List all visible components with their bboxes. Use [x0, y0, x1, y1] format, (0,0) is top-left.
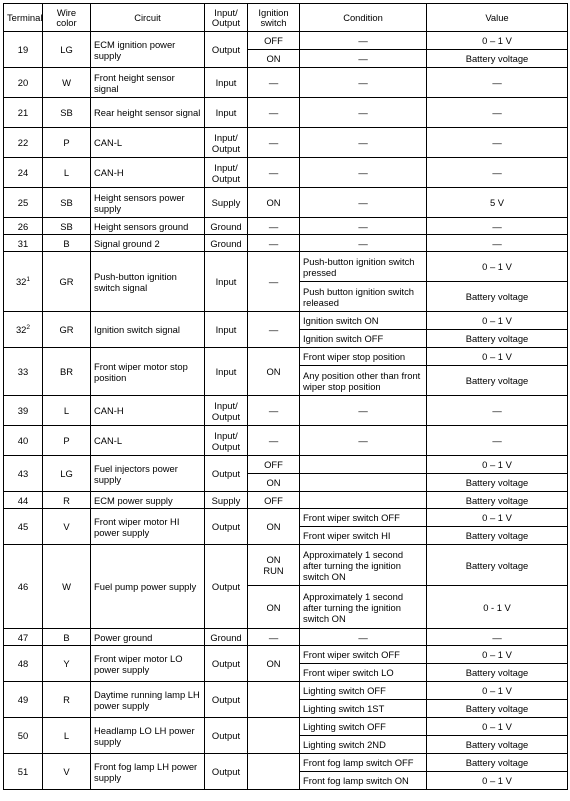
value-cell: — — [427, 158, 568, 188]
value-cell: Battery voltage — [427, 545, 568, 586]
ignition-cell: — — [248, 158, 300, 188]
header-input-output: Input/ Output — [205, 4, 248, 32]
ignition-cell: — — [248, 128, 300, 158]
value-cell: Battery voltage — [427, 736, 568, 754]
table-row — [4, 754, 568, 772]
circuit-cell: Fuel injectors power supply — [91, 456, 205, 492]
header-ignition-switch: Ignition switch — [248, 4, 300, 32]
ignition-cell: ON — [248, 474, 300, 492]
ignition-cell: ON — [248, 188, 300, 218]
value-cell: 0 – 1 V — [427, 509, 568, 527]
condition-cell: — — [300, 218, 427, 235]
ignition-cell: — — [248, 629, 300, 646]
header-circuit: Circuit — [91, 4, 205, 32]
value-cell: — — [427, 98, 568, 128]
condition-cell: Approximately 1 second after turning the ignition switch ON — [300, 545, 427, 586]
value-cell: 5 V — [427, 188, 568, 218]
circuit-cell: Push-button ignition switch signal — [91, 252, 205, 312]
terminal-cell: 47 — [4, 629, 43, 646]
value-cell: 0 – 1 V — [427, 718, 568, 736]
value-cell: — — [427, 235, 568, 252]
terminal-cell: 40 — [4, 426, 43, 456]
table-row — [4, 348, 568, 366]
condition-cell: Push button ignition switch released — [300, 282, 427, 312]
value-cell: 0 – 1 V — [427, 772, 568, 790]
wire-color-cell: SB — [43, 188, 91, 218]
table-row — [4, 158, 568, 188]
io-cell: Ground — [205, 218, 248, 235]
table-row — [4, 396, 568, 426]
terminal-cell: 26 — [4, 218, 43, 235]
ignition-cell: — — [248, 426, 300, 456]
terminal-cell: 46 — [4, 545, 43, 629]
table-header-row — [4, 4, 568, 32]
value-cell: Battery voltage — [427, 492, 568, 509]
circuit-cell: Front fog lamp LH power supply — [91, 754, 205, 790]
value-cell: Battery voltage — [427, 664, 568, 682]
condition-cell: Front wiper switch OFF — [300, 646, 427, 664]
table-row — [4, 509, 568, 527]
io-cell: Input — [205, 252, 248, 312]
io-cell: Input/ Output — [205, 396, 248, 426]
ignition-cell: — — [248, 68, 300, 98]
value-cell: 0 – 1 V — [427, 252, 568, 282]
condition-cell: — — [300, 235, 427, 252]
ignition-cell: ON RUN — [248, 545, 300, 586]
value-cell: Battery voltage — [427, 330, 568, 348]
wire-color-cell: SB — [43, 98, 91, 128]
table-row — [4, 312, 568, 330]
value-cell: 0 – 1 V — [427, 646, 568, 664]
ignition-cell: ON — [248, 50, 300, 68]
condition-cell: Lighting switch OFF — [300, 718, 427, 736]
wire-color-cell: P — [43, 426, 91, 456]
condition-cell: — — [300, 629, 427, 646]
value-cell: 0 – 1 V — [427, 348, 568, 366]
condition-cell: Approximately 1 second after turning the ignition switch ON — [300, 586, 427, 629]
ignition-cell: OFF — [248, 456, 300, 474]
condition-cell: Lighting switch OFF — [300, 682, 427, 700]
terminal-cell: 44 — [4, 492, 43, 509]
wire-color-cell: L — [43, 396, 91, 426]
ignition-cell — [248, 682, 300, 718]
io-cell: Input — [205, 98, 248, 128]
terminal-cell — [4, 252, 43, 312]
condition-cell: Lighting switch 2ND — [300, 736, 427, 754]
circuit-cell: Signal ground 2 — [91, 235, 205, 252]
condition-cell: — — [300, 50, 427, 68]
wire-color-cell: W — [43, 545, 91, 629]
io-cell: Input/ Output — [205, 128, 248, 158]
terminal-spec-table — [3, 3, 568, 790]
table-row — [4, 492, 568, 509]
circuit-cell: ECM power supply — [91, 492, 205, 509]
terminal-number: 32 — [15, 324, 27, 335]
header-terminal: Terminal — [4, 4, 43, 32]
condition-cell: Front wiper switch OFF — [300, 509, 427, 527]
io-cell: Ground — [205, 235, 248, 252]
condition-cell: Ignition switch ON — [300, 312, 427, 330]
ignition-cell: ON — [248, 509, 300, 545]
circuit-cell: Ignition switch signal — [91, 312, 205, 348]
table-row — [4, 98, 568, 128]
wire-color-cell: V — [43, 754, 91, 790]
ignition-cell: — — [248, 98, 300, 128]
condition-cell: Front fog lamp switch ON — [300, 772, 427, 790]
circuit-cell: Headlamp LO LH power supply — [91, 718, 205, 754]
value-cell: Battery voltage — [427, 527, 568, 545]
wire-color-cell: R — [43, 492, 91, 509]
condition-cell — [300, 456, 427, 474]
condition-cell: Ignition switch OFF — [300, 330, 427, 348]
io-cell: Output — [205, 545, 248, 629]
circuit-cell: Fuel pump power supply — [91, 545, 205, 629]
value-cell: 0 - 1 V — [427, 586, 568, 629]
io-cell: Output — [205, 646, 248, 682]
header-value: Value — [427, 4, 568, 32]
wire-color-cell: LG — [43, 32, 91, 68]
terminal-cell: 48 — [4, 646, 43, 682]
io-cell: Output — [205, 32, 248, 68]
io-cell: Input — [205, 68, 248, 98]
terminal-cell: 33 — [4, 348, 43, 396]
table-row — [4, 682, 568, 700]
ignition-cell: — — [248, 218, 300, 235]
table-row — [4, 456, 568, 474]
io-cell: Output — [205, 682, 248, 718]
terminal-cell: 22 — [4, 128, 43, 158]
header-wire-color: Wire color — [43, 4, 91, 32]
circuit-cell: Height sensors power supply — [91, 188, 205, 218]
io-cell: Input — [205, 312, 248, 348]
header-condition: Condition — [300, 4, 427, 32]
value-cell: 0 – 1 V — [427, 32, 568, 50]
value-cell: Battery voltage — [427, 282, 568, 312]
value-cell: 0 – 1 V — [427, 312, 568, 330]
table-row — [4, 629, 568, 646]
condition-cell: Push-button ignition switch pressed — [300, 252, 427, 282]
table-row — [4, 68, 568, 98]
wire-color-cell: V — [43, 509, 91, 545]
io-cell: Ground — [205, 629, 248, 646]
ignition-cell: — — [248, 312, 300, 348]
terminal-cell: 45 — [4, 509, 43, 545]
table-row — [4, 646, 568, 664]
table-row — [4, 718, 568, 736]
value-cell: — — [427, 396, 568, 426]
table-row — [4, 235, 568, 252]
circuit-cell: Front wiper motor stop position — [91, 348, 205, 396]
value-cell: Battery voltage — [427, 754, 568, 772]
io-cell: Output — [205, 718, 248, 754]
condition-cell: Front fog lamp switch OFF — [300, 754, 427, 772]
io-cell: Supply — [205, 492, 248, 509]
value-cell: Battery voltage — [427, 700, 568, 718]
condition-cell: Any position other than front wiper stop position — [300, 366, 427, 396]
condition-cell: — — [300, 98, 427, 128]
condition-cell: Front wiper switch HI — [300, 527, 427, 545]
terminal-cell: 51 — [4, 754, 43, 790]
circuit-cell: Front wiper motor LO power supply — [91, 646, 205, 682]
terminal-cell: 50 — [4, 718, 43, 754]
io-cell: Output — [205, 754, 248, 790]
terminal-number: 32 — [15, 276, 27, 287]
circuit-cell: CAN-L — [91, 426, 205, 456]
circuit-cell: Front height sensor signal — [91, 68, 205, 98]
io-cell: Input/ Output — [205, 426, 248, 456]
terminal-cell: 21 — [4, 98, 43, 128]
condition-cell: Front wiper switch LO — [300, 664, 427, 682]
wire-color-cell: GR — [43, 312, 91, 348]
condition-cell — [300, 474, 427, 492]
wire-color-cell: L — [43, 718, 91, 754]
ignition-cell — [248, 754, 300, 790]
value-cell: Battery voltage — [427, 366, 568, 396]
condition-cell: — — [300, 158, 427, 188]
terminal-cell: 31 — [4, 235, 43, 252]
condition-cell: — — [300, 128, 427, 158]
wire-color-cell: GR — [43, 252, 91, 312]
table-row — [4, 426, 568, 456]
wire-color-cell: SB — [43, 218, 91, 235]
terminal-cell: 20 — [4, 68, 43, 98]
circuit-cell: Front wiper motor HI power supply — [91, 509, 205, 545]
table-row — [4, 128, 568, 158]
circuit-cell: Rear height sensor signal — [91, 98, 205, 128]
value-cell: — — [427, 426, 568, 456]
ignition-cell: — — [248, 396, 300, 426]
condition-cell: — — [300, 32, 427, 50]
value-cell: — — [427, 218, 568, 235]
condition-cell — [300, 492, 427, 509]
condition-cell: — — [300, 396, 427, 426]
ignition-cell — [248, 718, 300, 754]
io-cell: Input/ Output — [205, 158, 248, 188]
circuit-cell: CAN-H — [91, 158, 205, 188]
ignition-cell: — — [248, 252, 300, 312]
value-cell: Battery voltage — [427, 50, 568, 68]
table-row — [4, 32, 568, 50]
footnote-marker: 2 — [26, 324, 31, 331]
condition-cell: Front wiper stop position — [300, 348, 427, 366]
terminal-cell: 19 — [4, 32, 43, 68]
ignition-cell: ON — [248, 646, 300, 682]
value-cell: — — [427, 128, 568, 158]
condition-cell: — — [300, 68, 427, 98]
table-row — [4, 252, 568, 282]
ignition-cell: ON — [248, 586, 300, 629]
wire-color-cell: W — [43, 68, 91, 98]
io-cell: Supply — [205, 188, 248, 218]
condition-cell: Lighting switch 1ST — [300, 700, 427, 718]
wire-color-cell: LG — [43, 456, 91, 492]
ignition-cell: — — [248, 235, 300, 252]
footnote-marker: 1 — [26, 276, 31, 283]
terminal-cell: 43 — [4, 456, 43, 492]
wire-color-cell: BR — [43, 348, 91, 396]
terminal-cell: 39 — [4, 396, 43, 426]
io-cell: Output — [205, 456, 248, 492]
value-cell: 0 – 1 V — [427, 456, 568, 474]
wire-color-cell: P — [43, 128, 91, 158]
terminal-cell: 25 — [4, 188, 43, 218]
ignition-cell: ON — [248, 348, 300, 396]
condition-cell: — — [300, 426, 427, 456]
io-cell: Input — [205, 348, 248, 396]
ignition-cell: OFF — [248, 32, 300, 50]
value-cell: — — [427, 68, 568, 98]
condition-cell: — — [300, 188, 427, 218]
terminal-cell: 49 — [4, 682, 43, 718]
circuit-cell: Height sensors ground — [91, 218, 205, 235]
terminal-cell — [4, 312, 43, 348]
wire-color-cell: R — [43, 682, 91, 718]
table-row — [4, 218, 568, 235]
wire-color-cell: B — [43, 629, 91, 646]
circuit-cell: CAN-H — [91, 396, 205, 426]
value-cell: 0 – 1 V — [427, 682, 568, 700]
circuit-cell: Power ground — [91, 629, 205, 646]
wire-color-cell: Y — [43, 646, 91, 682]
io-cell: Output — [205, 509, 248, 545]
circuit-cell: Daytime running lamp LH power supply — [91, 682, 205, 718]
circuit-cell: ECM ignition power supply — [91, 32, 205, 68]
table-row — [4, 545, 568, 586]
value-cell: Battery voltage — [427, 474, 568, 492]
table-row — [4, 188, 568, 218]
wire-color-cell: L — [43, 158, 91, 188]
value-cell: — — [427, 629, 568, 646]
terminal-cell: 24 — [4, 158, 43, 188]
circuit-cell: CAN-L — [91, 128, 205, 158]
wire-color-cell: B — [43, 235, 91, 252]
ignition-cell: OFF — [248, 492, 300, 509]
